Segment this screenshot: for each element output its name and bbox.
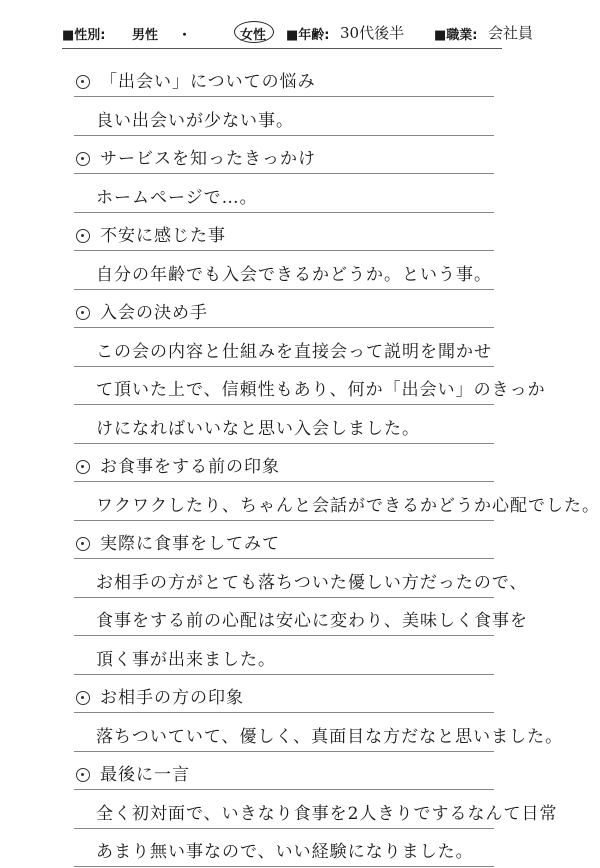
question-text: 入会の決め手	[100, 303, 208, 323]
ruled-line	[74, 558, 494, 559]
circle-bullet-icon	[76, 537, 90, 551]
answer-text: 落ちついていて、優しく、真面目な方だなと思いました。	[96, 726, 564, 747]
answer-text: 全く初対面で、いきなり食事を2人きりでするなんて日常	[96, 803, 558, 824]
answer-line	[0, 482, 600, 522]
profile-header	[62, 20, 542, 46]
ruled-line	[74, 96, 494, 97]
ruled-line	[74, 173, 494, 174]
answer-text: この会の内容と仕組みを直接会って説明を聞かせ	[96, 341, 492, 362]
ruled-line	[74, 866, 494, 867]
ruled-line	[74, 597, 494, 598]
question-line	[0, 58, 600, 98]
answer-text: 食事をする前の心配は安心に変わり、美味しく食事を	[96, 611, 528, 631]
question-text: 不安に感じた事	[100, 226, 226, 246]
question-line	[0, 751, 600, 791]
ruled-line	[74, 751, 494, 752]
answer-text: ワクワクしたり、ちゃんと会話ができるかどうか心配でした。	[96, 495, 600, 516]
question-line	[0, 443, 600, 483]
age-value: 30代後半	[340, 24, 405, 42]
answer-text: 自分の年齢でも入会できるかどうか。という事。	[96, 264, 492, 285]
ruled-line	[74, 289, 494, 290]
answer-text: お相手の方がとても落ちついた優しい方だったので、	[96, 572, 528, 593]
question-text: 最後に一言	[100, 765, 190, 785]
ruled-line	[74, 366, 494, 367]
answer-line	[0, 366, 600, 406]
ruled-line	[74, 212, 494, 213]
question-text: 実際に食事をしてみて	[100, 534, 280, 554]
answer-line	[0, 790, 600, 830]
job-label: ■職業:	[434, 28, 478, 43]
age-label: ■年齢:	[286, 28, 330, 43]
answer-line	[0, 328, 600, 368]
answer-line	[0, 713, 600, 753]
question-text: お食事をする前の印象	[100, 457, 280, 477]
circle-bullet-icon	[76, 768, 90, 782]
ruled-line	[74, 135, 494, 136]
answer-line	[0, 559, 600, 599]
question-text: サービスを知ったきっかけ	[100, 149, 316, 169]
header-rule	[62, 48, 502, 49]
question-line	[0, 520, 600, 560]
ruled-line	[74, 443, 494, 444]
ruled-line	[74, 635, 494, 636]
gender-female: 女性	[240, 28, 267, 43]
circle-bullet-icon	[76, 306, 90, 320]
ruled-line	[74, 789, 494, 790]
question-text: お相手の方の印象	[100, 688, 244, 708]
circle-bullet-icon	[76, 229, 90, 243]
circle-bullet-icon	[76, 460, 90, 474]
answer-line	[0, 636, 600, 676]
job-value: 会社員	[488, 24, 534, 42]
question-text: 「出会い」についての悩み	[100, 72, 316, 92]
answer-text: て頂いた上で、信頼性もあり、何か「出会い」のきっか	[96, 380, 546, 400]
circle-bullet-icon	[76, 152, 90, 166]
answer-text: 良い出会いが少ない事。	[96, 110, 294, 131]
ruled-line	[74, 250, 494, 251]
circle-bullet-icon	[76, 75, 90, 89]
answer-line	[0, 97, 600, 137]
ruled-line	[74, 327, 494, 328]
question-line	[0, 212, 600, 252]
answer-text: あまり無い事なので、いい経験になりました。	[96, 842, 474, 862]
answer-line	[0, 405, 600, 445]
gender-label: ■性別:	[62, 28, 106, 43]
ruled-line	[74, 674, 494, 675]
ruled-line	[74, 481, 494, 482]
answer-text: けになればいいなと思い入会しました。	[96, 418, 420, 439]
answer-line	[0, 828, 600, 868]
ruled-line	[74, 520, 494, 521]
answer-line	[0, 597, 600, 637]
gender-separator: ・	[178, 28, 192, 43]
ruled-line	[74, 404, 494, 405]
answer-line	[0, 251, 600, 291]
gender-male: 男性	[132, 28, 159, 43]
question-line	[0, 674, 600, 714]
circle-bullet-icon	[76, 691, 90, 705]
question-line	[0, 135, 600, 175]
ruled-line	[74, 712, 494, 713]
answer-line	[0, 174, 600, 214]
ruled-line	[74, 828, 494, 829]
answer-text: 頂く事が出来ました。	[96, 649, 276, 670]
selection-circle	[234, 21, 274, 43]
answer-text: ホームページで…。	[96, 187, 258, 208]
question-line	[0, 289, 600, 329]
